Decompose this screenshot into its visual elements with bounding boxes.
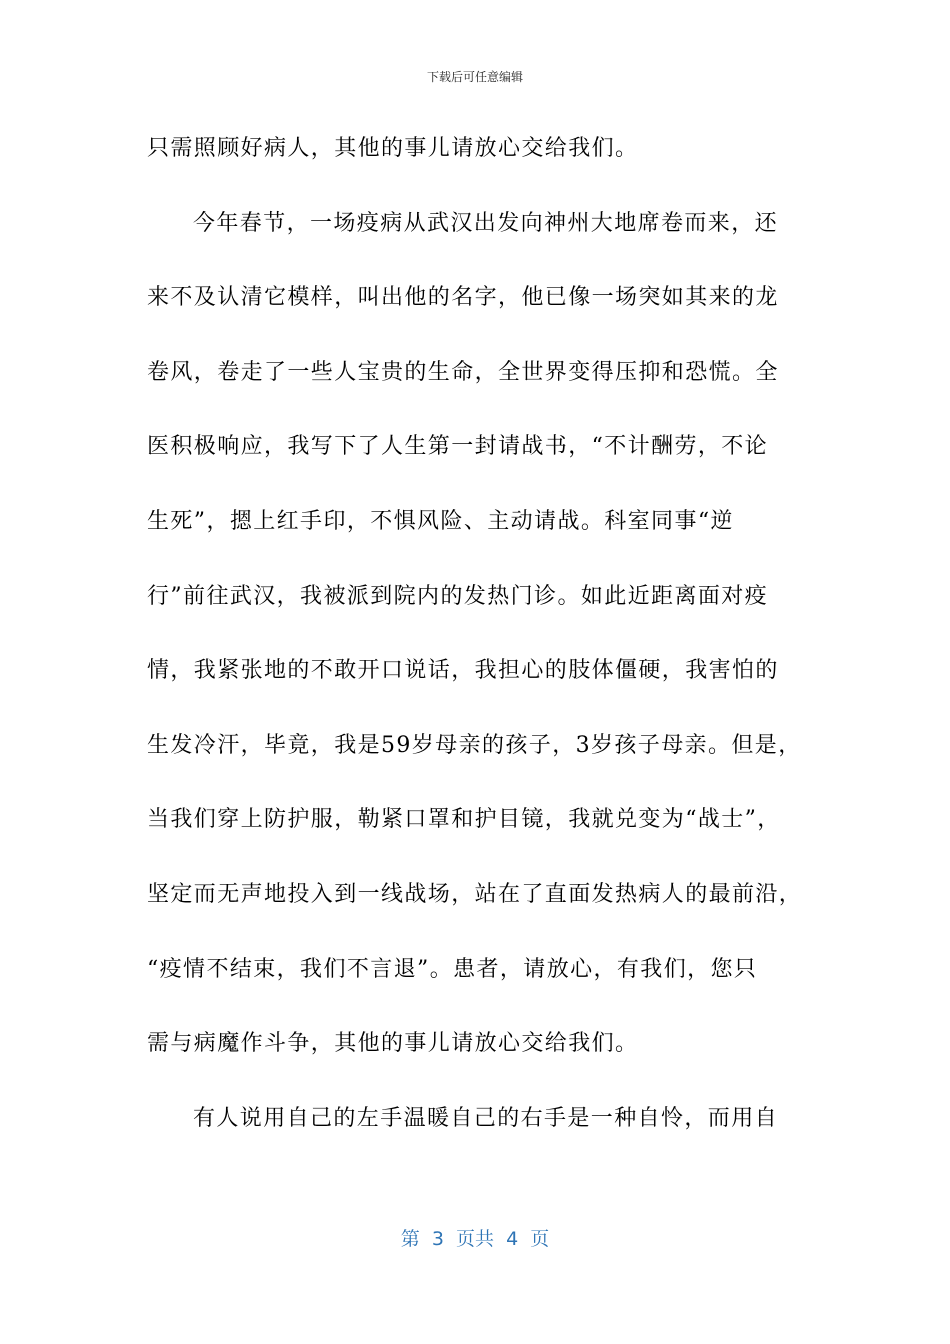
text-line: 行”前往武汉，我被派到院内的发热门诊。如此近距离面对疫 <box>147 583 769 609</box>
text-line: 生发冷汗，毕竟，我是59岁母亲的孩子，3岁孩子母亲。但是， <box>147 732 802 758</box>
text-line: 生死”，摁上红手印，不惧风险、主动请战。科室同事“逆 <box>147 508 734 534</box>
paragraph-start-line: 有人说用自己的左手温暖自己的右手是一种自怜，而用自 <box>193 1105 779 1131</box>
text-line: 来不及认清它模样，叫出他的名字，他已像一场突如其来的龙 <box>147 285 779 311</box>
text-line: 只需照顾好病人，其他的事儿请放心交给我们。 <box>147 136 639 161</box>
text-line: 医积极响应，我写下了人生第一封请战书，“不计酬劳，不论 <box>147 434 769 460</box>
page-header: 下载后可任意编辑 <box>426 70 523 84</box>
text-line: 卷风，卷走了一些人宝贵的生命，全世界变得压抑和恐慌。全 <box>147 359 779 385</box>
text-line: “疫情不结束，我们不言退”。患者，请放心，有我们，您只 <box>147 956 758 982</box>
text-line: 当我们穿上防护服，勒紧口罩和护目镜，我就兑变为“战士”， <box>147 807 781 833</box>
text-line: 情，我紧张地的不敢开口说话，我担心的肢体僵硬，我害怕的 <box>147 658 779 684</box>
text-line: 坚定而无声地投入到一线战场，站在了直面发热病人的最前沿， <box>147 881 803 907</box>
document-body <box>147 112 807 1156</box>
page-footer: 第 3 页共 4 页 <box>400 1228 550 1250</box>
text-line: 需与病魔作斗争，其他的事儿请放心交给我们。 <box>147 1031 639 1057</box>
paragraph-start-line: 今年春节，一场疫病从武汉出发向神州大地席卷而来，还 <box>193 210 779 236</box>
